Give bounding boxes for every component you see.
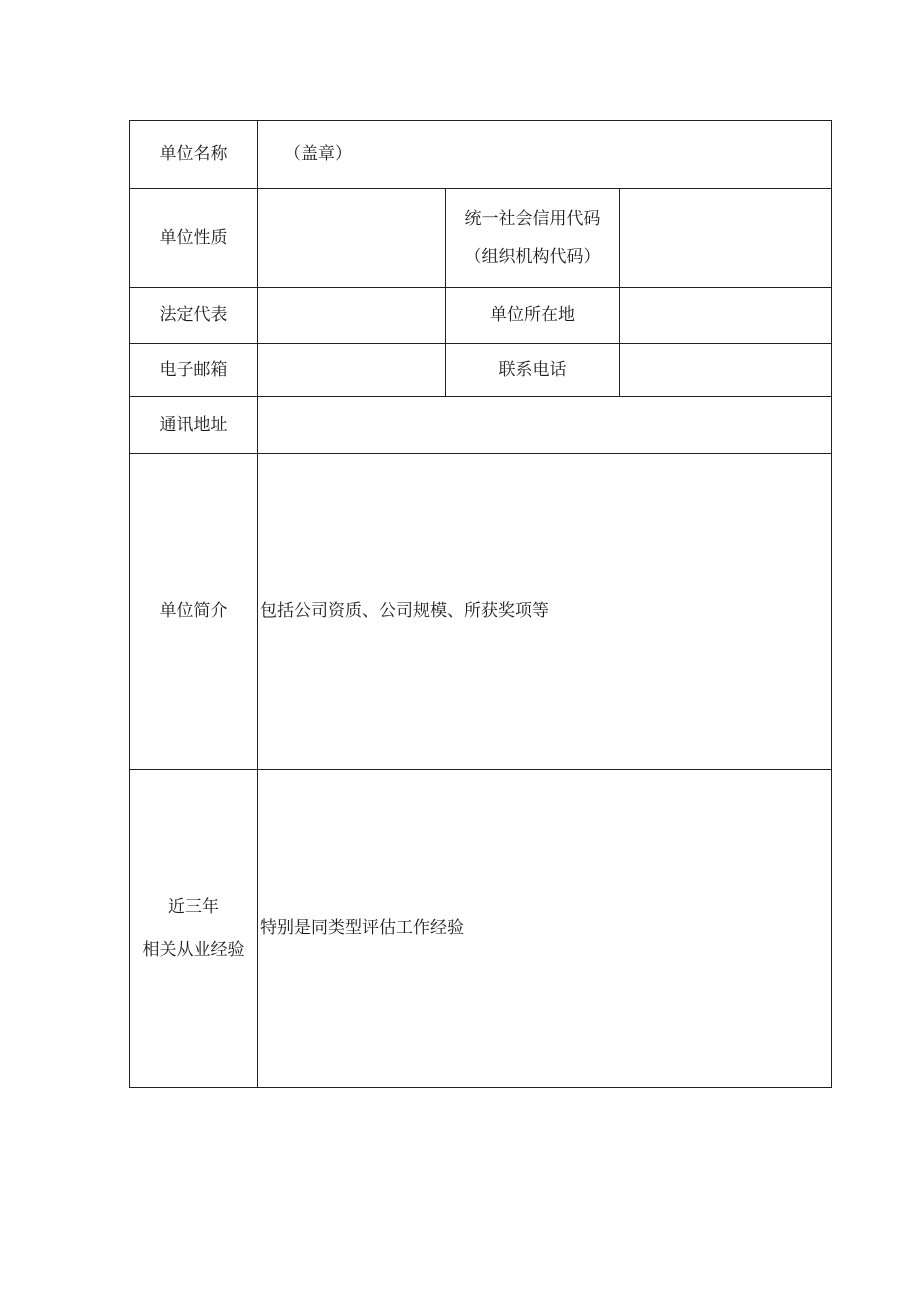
- location-field[interactable]: [620, 288, 831, 343]
- profile-label: [130, 454, 257, 769]
- address-label: [130, 397, 257, 453]
- credit-code-label-line2: （组织机构代码）: [464, 247, 601, 267]
- legal-rep-label-text: 法定代表: [159, 305, 228, 326]
- experience-label: [130, 770, 257, 1087]
- unit-name-field[interactable]: [258, 121, 831, 188]
- phone-field[interactable]: [620, 344, 831, 396]
- phone-label: [446, 344, 619, 396]
- unit-type-label: [130, 189, 257, 287]
- phone-label-text: 联系电话: [498, 359, 567, 380]
- profile-label-text: 单位简介: [159, 601, 228, 622]
- unit-type-label-text: 单位性质: [159, 227, 228, 248]
- experience-label-line2: 相关从业经验: [142, 939, 245, 960]
- experience-field[interactable]: [258, 770, 831, 1087]
- legal-rep-label: [130, 288, 257, 343]
- unit-name-label-text: 单位名称: [159, 144, 228, 165]
- email-field[interactable]: [258, 344, 445, 396]
- experience-label-line1: 近三年: [168, 897, 219, 918]
- profile-hint-text: 包括公司资质、公司规模、所获奖项等: [260, 601, 549, 622]
- location-label-text: 单位所在地: [490, 305, 575, 326]
- registration-form-table: [129, 120, 832, 1088]
- unit-name-label: [130, 121, 257, 188]
- legal-rep-field[interactable]: [258, 288, 445, 343]
- credit-code-label: [446, 189, 619, 287]
- address-field[interactable]: [258, 397, 831, 453]
- email-label-text: 电子邮箱: [159, 359, 228, 380]
- unit-name-seal-text: （盖章）: [284, 144, 352, 165]
- unit-type-field[interactable]: [258, 189, 445, 287]
- experience-hint-text: 特别是同类型评估工作经验: [260, 918, 464, 939]
- profile-field[interactable]: [258, 454, 831, 769]
- credit-code-field[interactable]: [620, 189, 831, 287]
- location-label: [446, 288, 619, 343]
- email-label: [130, 344, 257, 396]
- credit-code-label-line1: 统一社会信用代码: [464, 208, 601, 229]
- address-label-text: 通讯地址: [159, 414, 228, 435]
